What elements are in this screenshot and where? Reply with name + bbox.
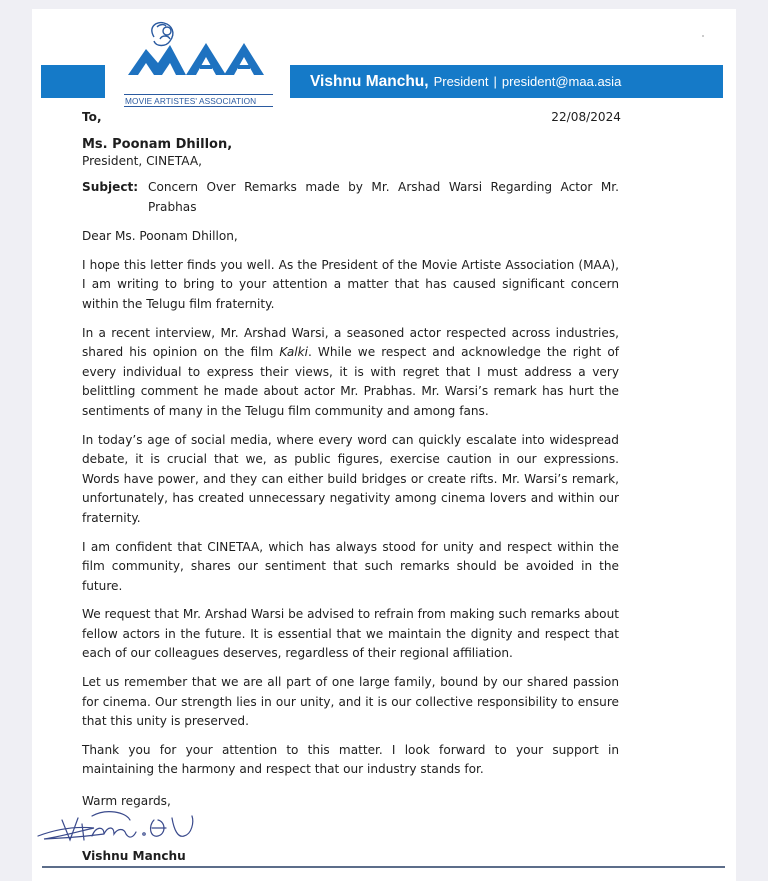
paragraph: We request that Mr. Arshad Warsi be advised to refrain from making such remarks about fellow actors in the future. It is essential that we maintain the dignity and respect that each of our colleagues deserves, regardless of their regional affiliation. — [82, 607, 619, 661]
letter-body — [82, 108, 619, 812]
logo-caption: MOVIE ARTISTES' ASSOCIATION — [124, 94, 273, 107]
maa-logo-icon — [124, 17, 274, 95]
letterhead-contact-bar — [290, 65, 723, 98]
subject-text: Concern Over Remarks made by Mr. Arshad Warsi Regarding Actor Mr. Prabhas — [148, 180, 619, 214]
film-title: Kalki — [279, 345, 308, 360]
closing: Warm regards, — [82, 794, 171, 809]
separator: | — [493, 74, 497, 89]
letterhead-accent-bar — [41, 65, 105, 98]
paragraph-text: . While we respect and acknowledge the right of every individual to express their views, it is with regret that I must address a very belittling comment he made about actor Mr. Prabhas. Mr. Warsi’s remark has hurt the sentiments of many in the Telugu film community and among fans. — [82, 345, 619, 418]
subject-label: Subject: — [82, 180, 139, 194]
paragraph: Let us remember that we are all part of one large family, bound by our shared passion for cinema. Our strength lies in our unity, and it is our collective responsibility to ensure that this unity is preserved. — [82, 675, 619, 729]
maa-logo — [124, 17, 274, 109]
president-title: President — [433, 74, 489, 89]
paragraph: Thank you for your attention to this matter. I look forward to your support in maintaining the harmony and respect that our industry stands for. — [82, 742, 619, 777]
scan-speck — [702, 35, 704, 37]
to-label: To, — [82, 110, 102, 124]
paragraph: I am confident that CINETAA, which has always stood for unity and respect within the film community, shares our sentiment that such remarks should be avoided in the future. — [82, 539, 619, 593]
president-name: Vishnu Manchu, — [310, 72, 429, 90]
letter-date: 22/08/2024 — [551, 110, 621, 124]
president-email: president@maa.asia — [501, 74, 622, 89]
salutation: Dear Ms. Poonam Dhillon, — [82, 229, 238, 244]
paragraph: I hope this letter finds you well. As the President of the Movie Artiste Association (MAA), I am writing to bring to your attention a matter that has caused significant concern within the Telugu film fraternity. — [82, 257, 619, 311]
recipient-block — [82, 136, 619, 170]
footer-divider — [42, 866, 725, 868]
paragraph: In today’s age of social media, where every word can quickly escalate into widespread debate, it is crucial that we, as public figures, exercise caution in our expressions. Words have power, and they can either build bridges or create rifts. Mr. Warsi’s remark, unfortunately, has created unnecessary negativity among cinema lovers and within our fraternity. — [82, 432, 619, 525]
recipient-name: Ms. Poonam Dhillon, — [82, 137, 233, 152]
signature-icon — [34, 806, 224, 850]
signer-name: Vishnu Manchu — [82, 849, 186, 863]
recipient-role: President, CINETAA, — [82, 154, 202, 168]
paragraph — [82, 324, 619, 422]
subject-line — [82, 178, 619, 217]
paragraph-text: In a recent interview, Mr. Arshad Warsi, a seasoned actor respected across industries, shared his opinion on the film — [82, 325, 619, 360]
